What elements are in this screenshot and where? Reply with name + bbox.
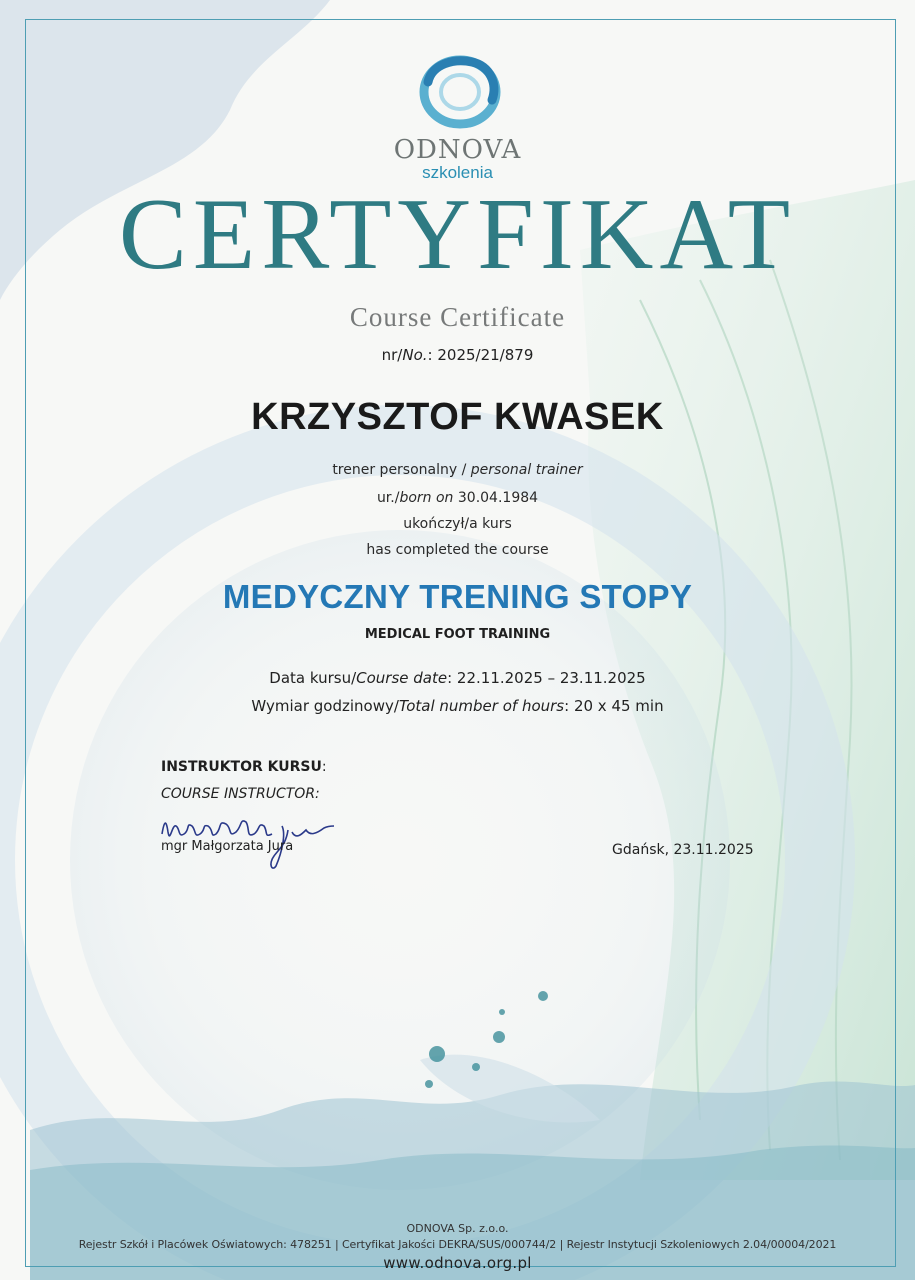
hours-pl: Wymiar godzinowy/ (251, 697, 399, 715)
number-sep: : (427, 346, 438, 364)
profession-pl: trener personalny / (332, 462, 471, 478)
born-value: 30.04.1984 (453, 490, 539, 506)
course-date-line (0, 669, 915, 687)
course-date-value: : 22.11.2025 – 23.11.2025 (447, 669, 646, 687)
footer-registry: Rejestr Szkół i Placówek Oświatowych: 478251 | Certyfikat Jakości DEKRA/SUS/000744/2 | Rejestr Instytucji Szkoleniowych 2.04/00004/2021 (78, 1238, 837, 1251)
completed-en: has completed the course (366, 542, 549, 558)
instructor-name: mgr Małgorzata Jura (161, 839, 294, 854)
odnova-logo-icon (414, 54, 506, 134)
completed-pl: ukończył/a kurs (403, 516, 512, 532)
hours-value: : 20 x 45 min (564, 697, 664, 715)
born-line (0, 490, 915, 506)
footer-website-link[interactable]: www.odnova.org.pl (383, 1254, 532, 1272)
holder-name: KRZYSZTOF KWASEK (251, 396, 664, 438)
profession-en: personal trainer (470, 462, 583, 478)
number-value: 2025/21/879 (437, 346, 534, 364)
instructor-label-en: COURSE INSTRUCTOR: (161, 786, 320, 802)
brand-name: ODNOVA (393, 135, 522, 165)
course-title-en: MEDICAL FOOT TRAINING (364, 627, 551, 642)
certificate-title: CERTYFIKAT (118, 178, 797, 291)
place-and-date: Gdańsk, 23.11.2025 (612, 842, 754, 858)
certificate-subtitle: Course Certificate (349, 302, 566, 332)
profession-line (0, 462, 915, 478)
number-label-pl: nr/ (381, 346, 403, 364)
number-label-en: No. (402, 346, 428, 364)
brand-subtitle: szkolenia (422, 163, 493, 182)
course-date-pl: Data kursu/ (269, 669, 357, 687)
certificate-number (0, 346, 915, 364)
instructor-label-pl: INSTRUKTOR KURSU (161, 759, 322, 775)
course-date-en: Course date (356, 669, 448, 687)
born-pl: ur./ (376, 490, 400, 506)
instructor-label (161, 759, 327, 775)
course-title: MEDYCZNY TRENING STOPY (222, 578, 693, 615)
hours-en: Total number of hours (398, 697, 565, 715)
footer-company: ODNOVA Sp. z.o.o. (406, 1222, 509, 1235)
hours-line (0, 697, 915, 715)
instructor-label-colon: : (321, 759, 327, 775)
born-en: born on (399, 490, 454, 506)
